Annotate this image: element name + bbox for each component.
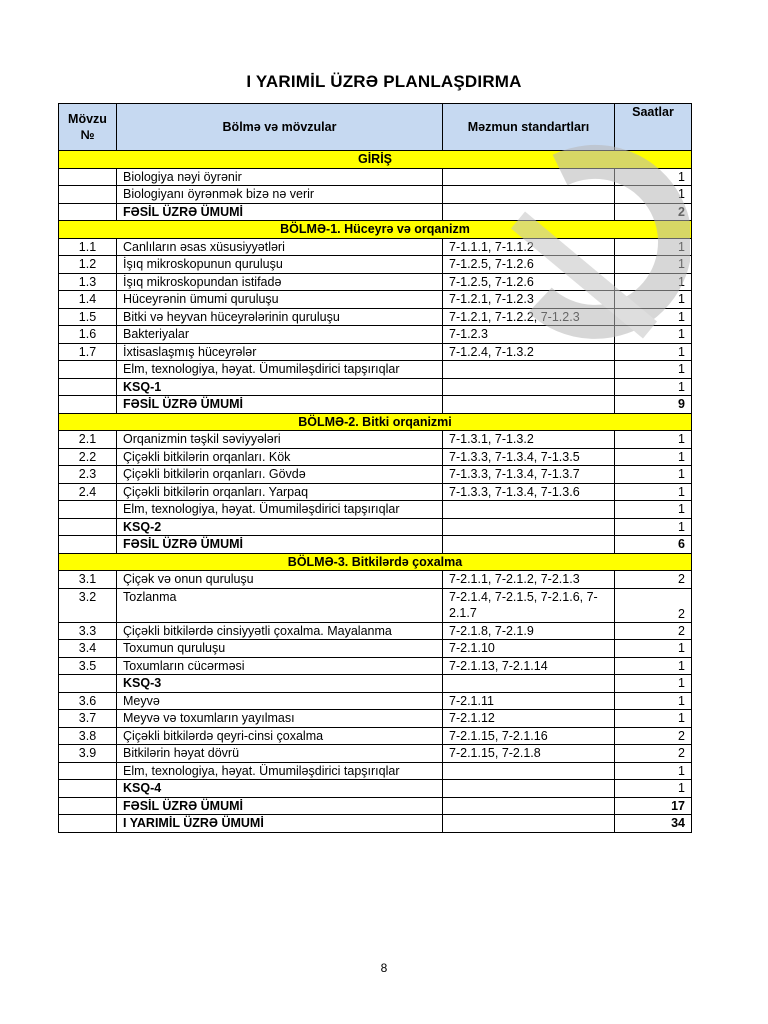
topic-number xyxy=(59,186,117,204)
topic-name: Meyvə və toxumların yayılması xyxy=(117,710,443,728)
topic-number xyxy=(59,501,117,519)
hours: 1 xyxy=(615,518,692,536)
hours: 2 xyxy=(615,588,692,622)
table-row xyxy=(59,640,692,658)
content-standards xyxy=(443,797,615,815)
topic-number xyxy=(59,762,117,780)
content-standards xyxy=(443,780,615,798)
topic-number xyxy=(59,378,117,396)
hours: 1 xyxy=(615,710,692,728)
table-row xyxy=(59,466,692,484)
section-title: BÖLMƏ-3. Bitkilərdə çoxalma xyxy=(59,553,692,571)
ksq-row xyxy=(59,675,692,693)
section-title: BÖLMƏ-1. Hüceyrə və orqanizm xyxy=(59,221,692,239)
header-no: Mövzu № xyxy=(59,104,117,151)
table-row xyxy=(59,483,692,501)
topic-name: Meyvə xyxy=(117,692,443,710)
topic-number: 1.3 xyxy=(59,273,117,291)
topic-number xyxy=(59,396,117,414)
topic-number xyxy=(59,780,117,798)
table-row xyxy=(59,361,692,379)
topic-name: Canlıların əsas xüsusiyyətləri xyxy=(117,238,443,256)
content-standards: 7-2.1.12 xyxy=(443,710,615,728)
content-standards xyxy=(443,168,615,186)
hours: 1 xyxy=(615,256,692,274)
content-standards: 7-2.1.11 xyxy=(443,692,615,710)
table-row xyxy=(59,431,692,449)
section-header-row xyxy=(59,151,692,169)
content-standards: 7-1.2.1, 7-1.2.3 xyxy=(443,291,615,309)
content-standards: 7-1.2.5, 7-1.2.6 xyxy=(443,273,615,291)
topic-number: 3.5 xyxy=(59,657,117,675)
topic-name: Çiçək və onun quruluşu xyxy=(117,571,443,589)
table-row xyxy=(59,308,692,326)
table-row xyxy=(59,186,692,204)
table-row xyxy=(59,745,692,763)
header-hours: Saatlar xyxy=(615,104,692,151)
topic-name: Çiçəkli bitkilərdə cinsiyyətli çoxalma. Mayalanma xyxy=(117,622,443,640)
topic-number: 3.7 xyxy=(59,710,117,728)
table-row xyxy=(59,448,692,466)
topic-name: Çiçəkli bitkilərin orqanları. Yarpaq xyxy=(117,483,443,501)
topic-name: Toxumların cücərməsi xyxy=(117,657,443,675)
topic-number: 1.5 xyxy=(59,308,117,326)
topic-number: 1.7 xyxy=(59,343,117,361)
ksq-row xyxy=(59,378,692,396)
table-row xyxy=(59,657,692,675)
topic-name: FƏSİL ÜZRƏ ÜMUMİ xyxy=(117,797,443,815)
hours: 1 xyxy=(615,326,692,344)
content-standards: 7-1.2.4, 7-1.3.2 xyxy=(443,343,615,361)
hours: 1 xyxy=(615,466,692,484)
hours: 1 xyxy=(615,675,692,693)
topic-number: 2.1 xyxy=(59,431,117,449)
topic-number xyxy=(59,536,117,554)
page-title: I YARIMİL ÜZRƏ PLANLAŞDIRMA xyxy=(246,72,522,91)
content-standards: 7-1.3.3, 7-1.3.4, 7-1.3.5 xyxy=(443,448,615,466)
topic-name: Çiçəkli bitkilərin orqanları. Gövdə xyxy=(117,466,443,484)
topic-name: Çiçəkli bitkilərin orqanları. Kök xyxy=(117,448,443,466)
page-number: 8 xyxy=(380,961,388,975)
topic-number xyxy=(59,675,117,693)
section-title: GİRİŞ xyxy=(59,151,692,169)
content-standards: 7-2.1.4, 7-2.1.5, 7-2.1.6, 7-2.1.7 xyxy=(443,588,615,622)
topic-number: 3.1 xyxy=(59,571,117,589)
table-row xyxy=(59,501,692,519)
content-standards xyxy=(443,762,615,780)
hours: 17 xyxy=(615,797,692,815)
topic-name: FƏSİL ÜZRƏ ÜMUMİ xyxy=(117,536,443,554)
content-standards xyxy=(443,378,615,396)
topic-name: FƏSİL ÜZRƏ ÜMUMİ xyxy=(117,396,443,414)
topic-number: 2.4 xyxy=(59,483,117,501)
topic-name: İşıq mikroskopunun quruluşu xyxy=(117,256,443,274)
hours: 1 xyxy=(615,291,692,309)
table-row xyxy=(59,710,692,728)
hours: 1 xyxy=(615,343,692,361)
topic-number: 3.8 xyxy=(59,727,117,745)
hours: 1 xyxy=(615,238,692,256)
content-standards: 7-1.2.1, 7-1.2.2, 7-1.2.3 xyxy=(443,308,615,326)
total-row xyxy=(59,396,692,414)
topic-number: 3.3 xyxy=(59,622,117,640)
table-row xyxy=(59,727,692,745)
topic-number: 3.2 xyxy=(59,588,117,622)
topic-number: 1.2 xyxy=(59,256,117,274)
table-row xyxy=(59,692,692,710)
hours: 2 xyxy=(615,203,692,221)
topic-number xyxy=(59,518,117,536)
hours: 2 xyxy=(615,571,692,589)
topic-name: Çiçəkli bitkilərdə qeyri-cinsi çoxalma xyxy=(117,727,443,745)
hours: 1 xyxy=(615,361,692,379)
topic-name: Biologiyanı öyrənmək bizə nə verir xyxy=(117,186,443,204)
table-header-row xyxy=(59,104,692,151)
topic-name: I YARIMİL ÜZRƏ ÜMUMİ xyxy=(117,815,443,833)
topic-number xyxy=(59,815,117,833)
hours: 1 xyxy=(615,448,692,466)
content-standards: 7-1.3.3, 7-1.3.4, 7-1.3.6 xyxy=(443,483,615,501)
hours: 2 xyxy=(615,727,692,745)
table-row xyxy=(59,168,692,186)
topic-name: KSQ-1 xyxy=(117,378,443,396)
total-row xyxy=(59,536,692,554)
hours: 1 xyxy=(615,657,692,675)
topic-number: 1.1 xyxy=(59,238,117,256)
topic-number: 2.3 xyxy=(59,466,117,484)
hours: 1 xyxy=(615,483,692,501)
table-row xyxy=(59,762,692,780)
hours: 34 xyxy=(615,815,692,833)
table-row xyxy=(59,571,692,589)
header-standards: Məzmun standartları xyxy=(443,104,615,151)
total-row xyxy=(59,815,692,833)
topic-name: KSQ-4 xyxy=(117,780,443,798)
topic-name: Bitkilərin həyat dövrü xyxy=(117,745,443,763)
topic-name: Biologiya nəyi öyrənir xyxy=(117,168,443,186)
topic-number xyxy=(59,361,117,379)
topic-name: İxtisaslaşmış hüceyrələr xyxy=(117,343,443,361)
table-row xyxy=(59,256,692,274)
topic-name: Orqanizmin təşkil səviyyələri xyxy=(117,431,443,449)
hours: 1 xyxy=(615,780,692,798)
table-row xyxy=(59,291,692,309)
topic-name: Elm, texnologiya, həyat. Ümumiləşdirici tapşırıqlar xyxy=(117,501,443,519)
hours: 2 xyxy=(615,622,692,640)
hours: 1 xyxy=(615,273,692,291)
topic-number: 1.6 xyxy=(59,326,117,344)
content-standards xyxy=(443,501,615,519)
content-standards: 7-2.1.15, 7-2.1.16 xyxy=(443,727,615,745)
hours: 1 xyxy=(615,692,692,710)
content-standards xyxy=(443,536,615,554)
hours: 6 xyxy=(615,536,692,554)
hours: 1 xyxy=(615,168,692,186)
hours: 1 xyxy=(615,186,692,204)
section-title: BÖLMƏ-2. Bitki orqanizmi xyxy=(59,413,692,431)
content-standards: 7-2.1.10 xyxy=(443,640,615,658)
topic-name: FƏSİL ÜZRƏ ÜMUMİ xyxy=(117,203,443,221)
hours: 2 xyxy=(615,745,692,763)
content-standards: 7-1.1.1, 7-1.1.2 xyxy=(443,238,615,256)
table-row xyxy=(59,588,692,622)
topic-number: 3.9 xyxy=(59,745,117,763)
content-standards xyxy=(443,186,615,204)
content-standards xyxy=(443,396,615,414)
content-standards xyxy=(443,203,615,221)
content-standards: 7-2.1.8, 7-2.1.9 xyxy=(443,622,615,640)
topic-number: 3.4 xyxy=(59,640,117,658)
section-header-row xyxy=(59,221,692,239)
topic-name: Elm, texnologiya, həyat. Ümumiləşdirici tapşırıqlar xyxy=(117,361,443,379)
content-standards xyxy=(443,518,615,536)
topic-name: Bitki və heyvan hüceyrələrinin quruluşu xyxy=(117,308,443,326)
table-row xyxy=(59,238,692,256)
section-header-row xyxy=(59,413,692,431)
hours: 9 xyxy=(615,396,692,414)
ksq-row xyxy=(59,780,692,798)
content-standards: 7-2.1.15, 7-2.1.8 xyxy=(443,745,615,763)
planning-table xyxy=(58,103,692,833)
hours: 1 xyxy=(615,501,692,519)
header-topic: Bölmə və mövzular xyxy=(117,104,443,151)
topic-number: 1.4 xyxy=(59,291,117,309)
hours: 1 xyxy=(615,762,692,780)
table-row xyxy=(59,622,692,640)
topic-name: Toxumun quruluşu xyxy=(117,640,443,658)
table-row xyxy=(59,273,692,291)
topic-name: KSQ-2 xyxy=(117,518,443,536)
hours: 1 xyxy=(615,378,692,396)
content-standards: 7-2.1.1, 7-2.1.2, 7-2.1.3 xyxy=(443,571,615,589)
topic-number xyxy=(59,168,117,186)
topic-number: 3.6 xyxy=(59,692,117,710)
topic-number xyxy=(59,797,117,815)
content-standards: 7-1.2.5, 7-1.2.6 xyxy=(443,256,615,274)
table-row xyxy=(59,343,692,361)
topic-name: Bakteriyalar xyxy=(117,326,443,344)
content-standards: 7-2.1.13, 7-2.1.14 xyxy=(443,657,615,675)
topic-number: 2.2 xyxy=(59,448,117,466)
content-standards xyxy=(443,815,615,833)
total-row xyxy=(59,203,692,221)
content-standards: 7-1.3.3, 7-1.3.4, 7-1.3.7 xyxy=(443,466,615,484)
total-row xyxy=(59,797,692,815)
topic-name: Elm, texnologiya, həyat. Ümumiləşdirici tapşırıqlar xyxy=(117,762,443,780)
topic-name: Hüceyrənin ümumi quruluşu xyxy=(117,291,443,309)
topic-name: İşıq mikroskopundan istifadə xyxy=(117,273,443,291)
content-standards: 7-1.3.1, 7-1.3.2 xyxy=(443,431,615,449)
table-row xyxy=(59,326,692,344)
hours: 1 xyxy=(615,640,692,658)
content-standards: 7-1.2.3 xyxy=(443,326,615,344)
topic-name: Tozlanma xyxy=(117,588,443,622)
table-body xyxy=(59,151,692,833)
topic-number xyxy=(59,203,117,221)
content-standards xyxy=(443,361,615,379)
topic-name: KSQ-3 xyxy=(117,675,443,693)
section-header-row xyxy=(59,553,692,571)
hours: 1 xyxy=(615,431,692,449)
ksq-row xyxy=(59,518,692,536)
hours: 1 xyxy=(615,308,692,326)
content-standards xyxy=(443,675,615,693)
